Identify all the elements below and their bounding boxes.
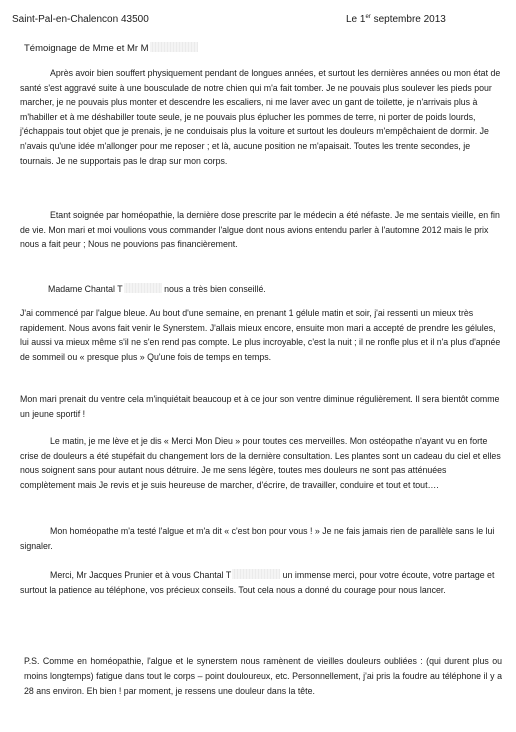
date-rest: septembre 2013 bbox=[370, 14, 446, 25]
redacted-name bbox=[124, 283, 162, 293]
paragraph-2: Etant soignée par homéopathie, la dernière dose prescrite par le médecin a été néfaste. Je me sentais vieille, en fin de vie. Mon mari et moi voulions vous commander l'algue dont nous avions entendu parler à l'automne 2012 mais le prix nous a fait peur ; Nous ne pouvions pas financièrement. bbox=[20, 210, 500, 250]
paragraph-7: Mon homéopathe m'a testé l'algue et m'a dit « c'est bon pour vous ! » Je ne fais jamais rien de parallèle sans le lui signaler. bbox=[20, 526, 495, 551]
paragraph-6: Le matin, je me lève et je dis « Merci Mon Dieu » pour toutes ces merveilles. Mon ostéopathe n'ayant vu en forte crise de douleurs a été stupéfait du changement lors de la dernière consultation. Les plantes sont un cadeau du ciel et elles nous soignent sans pour autant nous détruire. Je me sens légère, toutes mes douleurs ne sont pas atténuées complètement mais Je revis et je suis heureuse de marcher, d'écrire, de travailler, conduire et tout et tout…. bbox=[20, 436, 501, 490]
letter-subject bbox=[24, 42, 198, 54]
subject-text: Témoignage de Mme et Mr M bbox=[24, 43, 149, 54]
p3-start: Madame Chantal T bbox=[48, 284, 123, 294]
p8-start: Merci, Mr Jacques Prunier et à vous Chantal T bbox=[50, 570, 232, 580]
date-prefix: Le 1 bbox=[346, 14, 366, 25]
date-ordinal: er bbox=[365, 14, 371, 20]
paragraph-8 bbox=[20, 568, 504, 597]
paragraph-5: Mon mari prenait du ventre cela m'inquiétait beaucoup et à ce jour son ventre diminue régulièrement. Il sera bientôt comme un jeune sportif ! bbox=[20, 394, 500, 419]
postscript: P.S. Comme en homéopathie, l'algue et le synerstem nous ramènent de vieilles douleurs oubliées : (qui durent plus ou moins longtemps) fatigue dans tout le corps – point douloureux, etc. Personnellement, j'ai pris la foudre au téléphone il y a 28 ans environ. Eh bien ! par moment, je ressens une douleur dans la tête. bbox=[24, 656, 502, 697]
redacted-name bbox=[232, 569, 280, 579]
paragraph-3 bbox=[48, 282, 488, 297]
p3-end: nous a très bien conseillé. bbox=[161, 284, 266, 294]
redacted-name bbox=[150, 42, 198, 52]
letter-date bbox=[346, 14, 446, 25]
sender-location: Saint-Pal-en-Chalencon 43500 bbox=[12, 14, 149, 25]
paragraph-1: Après avoir bien souffert physiquement pendant de longues années, et surtout les dernières années ou mon état de santé s'est aggravé suite à une bousculade de notre chien qui m'a fait tomber. Je ne pouvais plus soulever les pieds pour marcher, je ne pouvais plus monter et descendre les escaliers, ni me laver avec un gant de toilette, je n'arrivais plus à m'habiller et à me déshabiller toute seule, je ne pouvais plus éplucher les pommes de terre, ni porter de poids lourds, j'échappais tout objet que je prenais, je ne conduisais plus la voiture et surtout les douleurs m'empêchaient de dormir. Je n'avais qu'une idée m'allonger pour me reposer ; et là, aucune position ne m'apaisait. Toutes les trente secondes, je tournais. Je ne supportais pas le drap sur mon corps. bbox=[20, 68, 501, 166]
p8-end: un immense merci, pour votre écoute, votre partage et surtout la patience au téléphone, vos précieux conseils. Tout cela nous a donné du courage pour nous lancer. bbox=[20, 570, 495, 595]
paragraph-4: J'ai commencé par l'algue bleue. Au bout d'une semaine, en prenant 1 gélule matin et soir, j'ai ressenti un mieux très rapidement. Nous avons fait venir le Synerstem. J'allais mieux encore, ensuite mon mari a accepté de prendre les gélules, lui aussi va mieux même s'il ne s'en rend pas compte. Le plus incroyable, c'est la nuit ; il ne ronfle plus et il n'a plus d'apnée de sommeil ou « presque plus » Qu'une fois de temps en temps. bbox=[20, 308, 501, 362]
